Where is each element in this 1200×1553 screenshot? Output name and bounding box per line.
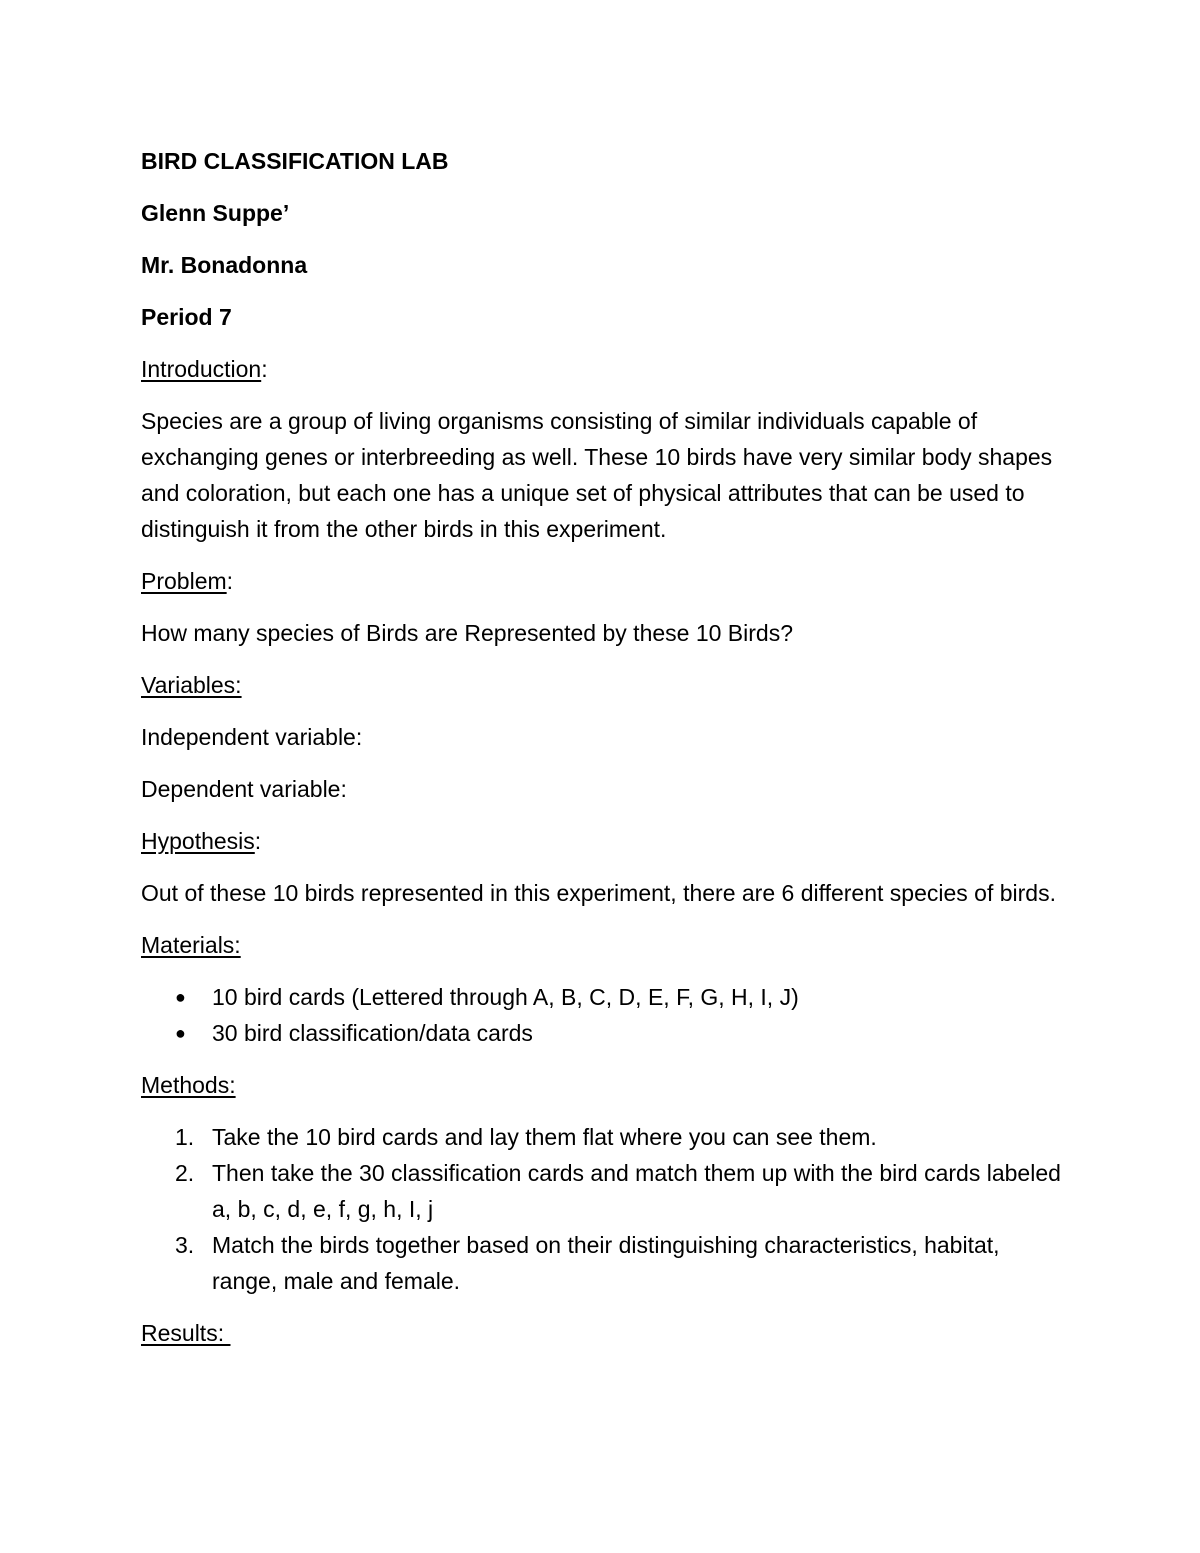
document-title: BIRD CLASSIFICATION LAB [141,148,449,174]
teacher-name: Mr. Bonadonna [141,252,308,278]
step-text: Then take the 30 classification cards and match them up with the bird cards labeled a, b, c, d, e, f, g, h, I, j [212,1160,1061,1222]
dependent-variable: Dependent variable: [141,776,347,802]
author-name: Glenn Suppe’ [141,200,290,226]
introduction-heading: Introduction [141,356,262,382]
bullet-icon: ● [175,987,186,1007]
methods-heading: Methods: [141,1072,236,1098]
list-item [141,979,1066,1015]
introduction-colon: : [261,356,268,382]
introduction-body: Species are a group of living organisms consisting of similar individuals capable of exchanging genes or interbreeding as well. These 10 birds have very similar body shapes and coloration, but each one has a unique set of physical attributes that can be used to distinguish it from the other birds in this experiment. [141,408,1053,542]
results-heading: Results: [141,1320,231,1346]
variables-heading: Variables: [141,672,242,698]
methods-heading-line [141,1067,1066,1103]
results-heading-line [141,1315,1066,1351]
list-item [141,1227,1066,1299]
hypothesis-heading: Hypothesis [141,828,255,854]
variables-heading-line [141,667,1066,703]
step-number: 2. [175,1160,195,1186]
introduction-heading-line [141,351,1066,387]
document-page [141,143,1066,1367]
hypothesis-body: Out of these 10 birds represented in this experiment, there are 6 different species of birds. [141,880,1056,906]
step-number: 1. [175,1124,195,1150]
step-number: 3. [175,1232,195,1258]
methods-list [141,1119,1066,1299]
problem-heading-line [141,563,1066,599]
list-item [141,1119,1066,1155]
step-text: Take the 10 bird cards and lay them flat where you can see them. [212,1124,877,1150]
class-period: Period 7 [141,304,232,330]
problem-body: How many species of Birds are Represented by these 10 Birds? [141,620,793,646]
hypothesis-heading-line [141,823,1066,859]
independent-variable: Independent variable: [141,724,363,750]
hypothesis-colon: : [254,828,262,854]
list-item [141,1155,1066,1227]
problem-heading: Problem [141,568,227,594]
material-item-text: 10 bird cards (Lettered through A, B, C, D, E, F, G, H, I, J) [212,984,799,1010]
bullet-icon: ● [175,1023,186,1043]
materials-heading: Materials: [141,932,241,958]
material-item-text: 30 bird classification/data cards [212,1020,533,1046]
materials-heading-line [141,927,1066,963]
materials-list [141,979,1066,1051]
step-text: Match the birds together based on their distinguishing characteristics, habitat, range, male and female. [212,1232,1000,1294]
list-item [141,1015,1066,1051]
problem-colon: : [226,568,234,594]
